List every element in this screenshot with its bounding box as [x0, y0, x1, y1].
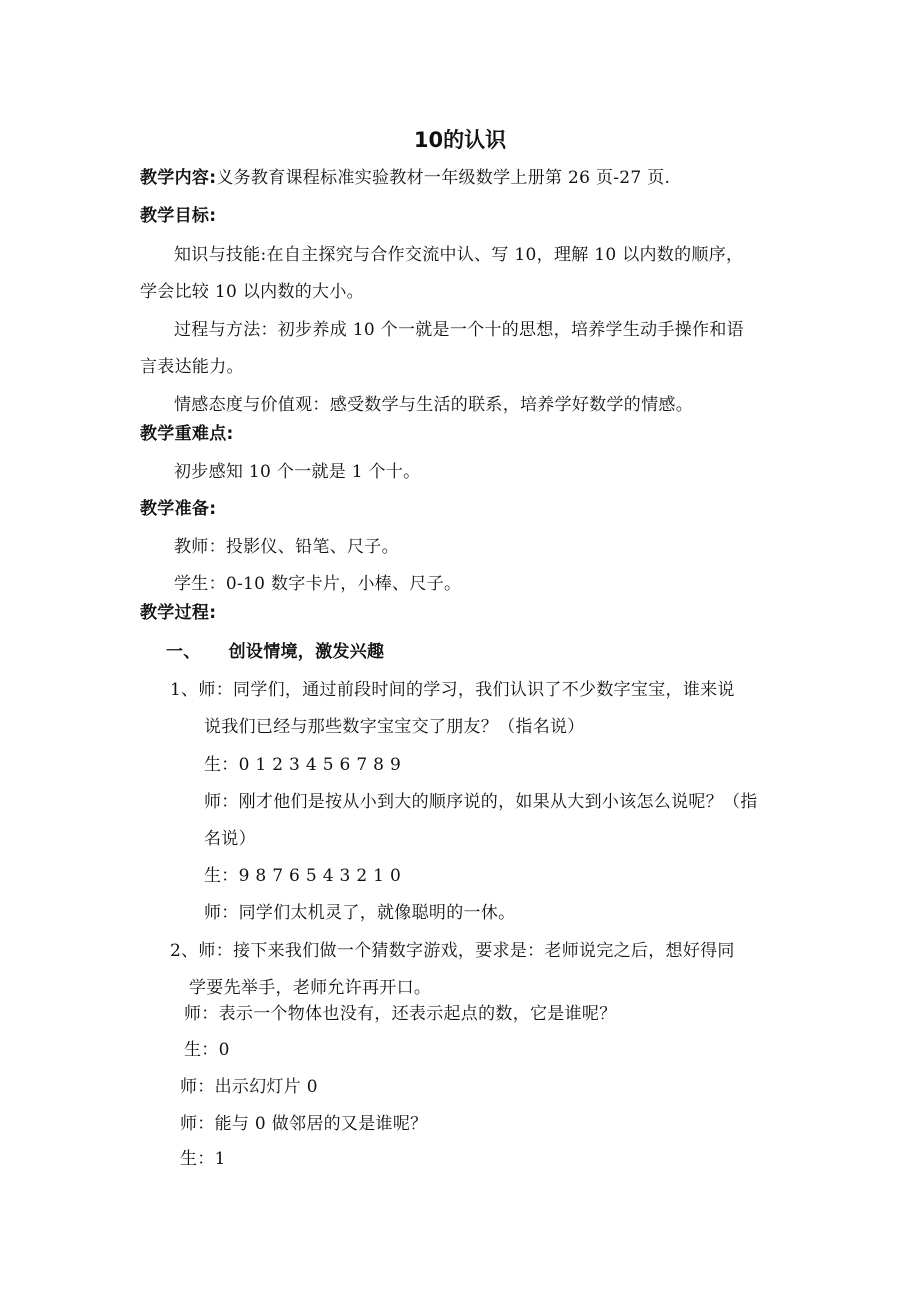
objectives-heading: 教学目标:	[140, 206, 217, 226]
objective-emotion: 情感态度与价值观：感受数学与生活的联系，培养学好数学的情感。	[174, 395, 693, 415]
step2-line1: 2、师：接下来我们做一个猜数字游戏，要求是：老师说完之后，想好得同	[170, 941, 735, 961]
process-heading: 教学过程:	[140, 603, 217, 623]
step1-line2: 说我们已经与那些数字宝宝交了朋友？（指名说）	[204, 717, 585, 737]
step1-teacher2-line1: 师：刚才他们是按从小到大的顺序说的，如果从大到小该怎么说呢？（指	[204, 792, 758, 812]
step2-student2: 生：1	[180, 1149, 226, 1169]
step1-line1: 1、师：同学们，通过前段时间的学习，我们认识了不少数字宝宝，谁来说	[170, 680, 735, 700]
content-text: 义务教育课程标准实验教材一年级数学上册第 26 页-27 页.	[216, 168, 671, 188]
step2-teacher2: 师：出示幻灯片 0	[180, 1077, 318, 1097]
document-title: 10的认识	[413, 128, 507, 152]
prep-student: 学生：0-10 数字卡片，小棒、尺子。	[174, 574, 462, 594]
objective-process-line1: 过程与方法：初步养成 10 个一就是一个十的思想，培养学生动手操作和语	[174, 320, 744, 340]
step1-student2: 生：9 8 7 6 5 4 3 2 1 0	[204, 866, 402, 886]
objective-knowledge-line2: 学会比较 10 以内数的大小。	[140, 282, 364, 302]
objective-knowledge-line1: 知识与技能:在自主探究与合作交流中认、写 10，理解 10 以内数的顺序，	[174, 245, 744, 265]
step2-student1: 生：0	[184, 1040, 230, 1060]
step2-teacher3: 师：能与 0 做邻居的又是谁呢？	[180, 1114, 428, 1134]
keypoints-text: 初步感知 10 个一就是 1 个十。	[174, 462, 421, 482]
section1-title: 创设情境，激发兴趣	[228, 642, 385, 662]
keypoints-heading: 教学重难点:	[140, 424, 234, 444]
prep-teacher: 教师：投影仪、铅笔、尺子。	[174, 537, 399, 557]
section1-number: 一、	[166, 642, 201, 662]
objective-process-line2: 言表达能力。	[140, 357, 244, 377]
section1-heading	[166, 642, 384, 662]
step2-line2: 学要先举手，老师允许再开口。	[189, 978, 432, 998]
step1-teacher2-line2: 名说）	[204, 829, 256, 849]
step2-teacher1: 师：表示一个物体也没有，还表示起点的数，它是谁呢？	[184, 1004, 617, 1024]
content-line	[140, 168, 670, 188]
step1-student1: 生：0 1 2 3 4 5 6 7 8 9	[204, 755, 402, 775]
prep-heading: 教学准备:	[140, 499, 217, 519]
step1-teacher3: 师：同学们太机灵了，就像聪明的一休。	[204, 903, 516, 923]
content-label: 教学内容:	[140, 168, 217, 188]
